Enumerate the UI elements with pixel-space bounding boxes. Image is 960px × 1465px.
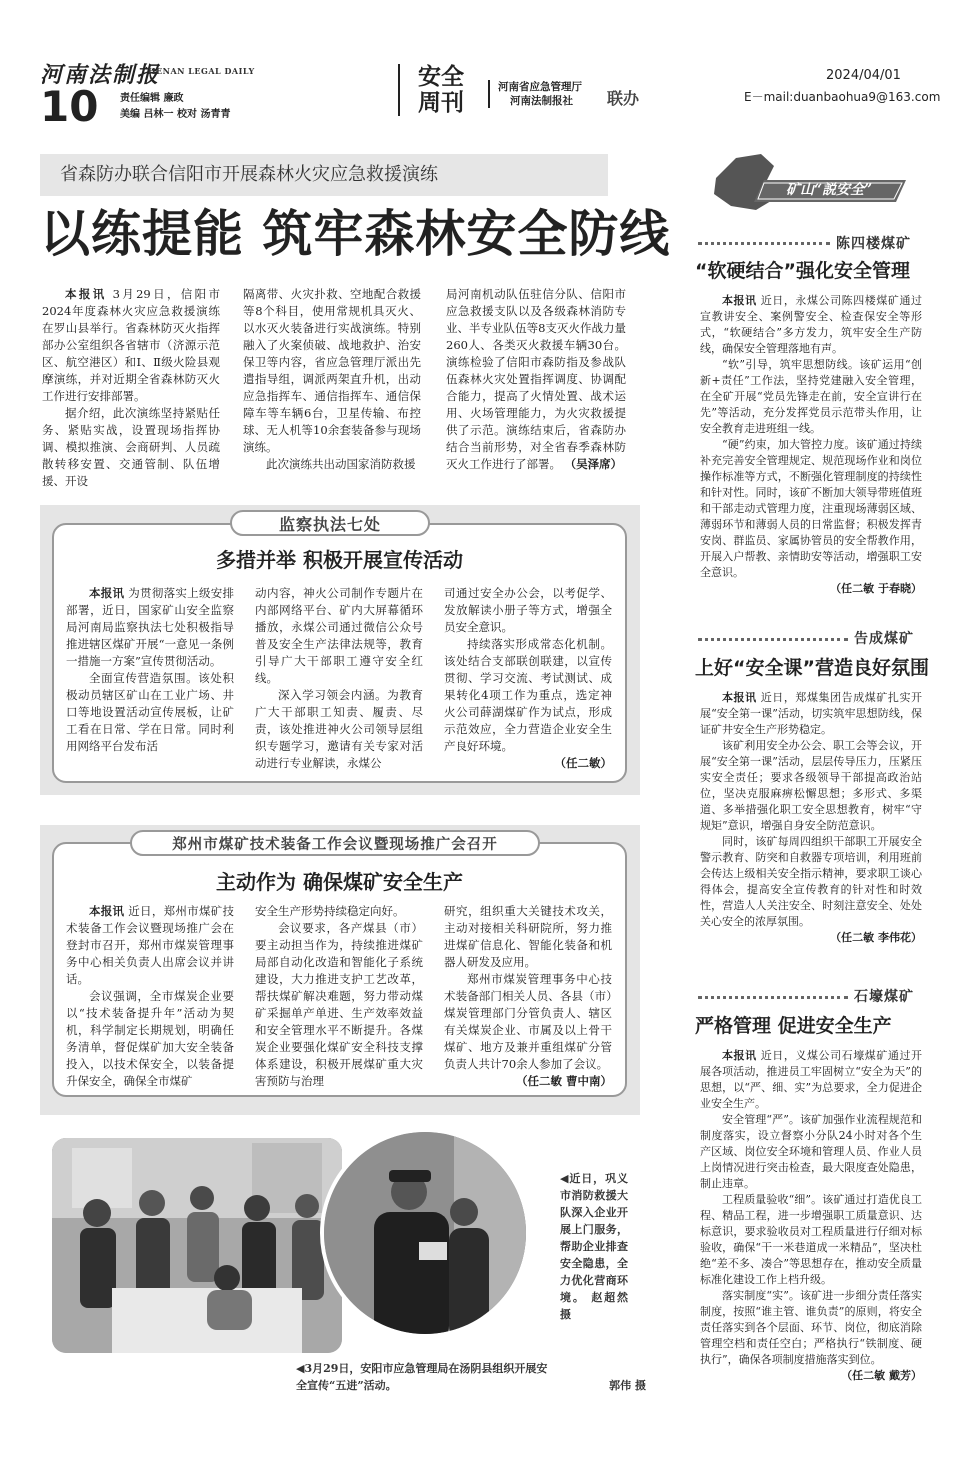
main-col-3-text: 局河南机动队伍驻信分队、信阳市应急救援支队以及各级森林消防专业、半专业队伍等8支灭火作战力量260人、各类灭火救援车辆30台。演练检验了信阳市森防指及参战队伍森林火灾处置指挥调度、协调配合能力，提高了火情处置、战术运用、火场管理能力，为火灾救援提供了示范。演练结束后，省森防办结合当前形势，对全省春季森林防灭火工作进行了部署。 xyxy=(446,287,626,471)
box2-headline: 主动作为 确保煤矿安全生产 xyxy=(216,870,463,894)
main-col-3 xyxy=(446,286,626,473)
a3-p3: 工程质量验收“细”。该矿通过打造优良工程、精品工程，进一步增强职工质量意识、达标意识，要求验收员对工程质量进行仔细对标验收，确保“干一米巷道成一米精品”，坚决杜绝“差不多、凑合”等思想存在，推动安全质量标准化建设工作上档升级。 xyxy=(700,1193,922,1286)
box2-col-2-p2: 会议要求，各产煤县（市）要主动担当作为，持续推进煤矿局部自动化改造和智能化子系统建设，大力推进支护工艺改革，帮扶煤矿解决难题，努力带动煤矿采掘单产单进、生产效率效益和安全管理水平不断提升。各煤炭企业要强化煤矿安全科技支撑体系建设，积极开展煤矿重大灾害预防与治理 xyxy=(255,921,423,1088)
a2-mine-tag: 告成煤矿 xyxy=(854,631,914,647)
photo-anyang-activity xyxy=(52,1138,342,1353)
section-title-line-2: 周刊 xyxy=(418,90,464,116)
box1-col-2-p2: 深入学习领会内涵。为教育广大干部职工知责、履责、尽责，该处推进神火公司领导层组织专题学习，邀请有关专家对活动进行专业解读，永煤公 xyxy=(255,688,423,770)
joint-label: 联办 xyxy=(607,89,640,108)
caption-bottom-line-2: 全宣传“五进”活动。 郭伟 摄 xyxy=(296,1379,646,1392)
box2-col-3 xyxy=(444,903,612,1090)
box1-headline: 多措并举 积极开展宣传活动 xyxy=(216,548,463,572)
a1-byline: 本报讯 xyxy=(722,294,757,307)
box1-col-1-text: 为贯彻落实上级安排部署，近日，国家矿山安全监察局河南局监察执法七处积极指导推进辖区煤矿开展“一意见一条例一措施一方案”宣传贯彻活动。 xyxy=(66,586,235,668)
contact-email[interactable]: E－mail:duanbaohua9@163.com xyxy=(744,90,941,104)
box1-credit: （任二敏） xyxy=(554,756,612,770)
box1-col-1 xyxy=(66,585,234,755)
a2-p2: 该矿利用安全办公会、职工会等会议，开展“安全第一课”活动，层层传导压力，压紧压实安全责任；要求各级领导干部提高政治站位，坚决克服麻痹松懈思想；多形式、多渠道、多举措强化职工安全思想教育，树牢“守规矩”意识，增强自身安全防范意识。 xyxy=(700,739,922,832)
box2-col-3-p2: 郑州市煤炭管理事务中心技术装备部门相关人员、各县（市）煤炭管理部门分管负责人、辖区有关煤炭企业、市属及以上骨干煤矿、地方及兼并重组煤矿分管负责人共计70余人参加了会议。 xyxy=(444,972,612,1071)
a2-headline: 上好“安全课”营造良好氛围 xyxy=(695,657,929,679)
divider-a1 xyxy=(698,242,830,245)
section-title xyxy=(398,64,464,116)
section-title-line-1: 安全 xyxy=(418,64,464,90)
column-title: 矿山“説安全” xyxy=(786,182,873,198)
caption-bottom-credit: 郭伟 摄 xyxy=(609,1379,646,1392)
divider-a2 xyxy=(698,638,848,641)
divider-a3 xyxy=(698,996,848,999)
box2-col-2-text: 安全生产形势持续稳定向好。 xyxy=(255,904,405,918)
a3-p4: 落实制度“实”。该矿进一步细分责任落实制度，按照“谁主管、谁负责”的原则，将安全责任落实到各个层面、环节、岗位，彻底消除管理空档和责任空白；严格执行“铁制度、硬执行”，确保各项制度措施落实到位。 xyxy=(700,1289,922,1366)
caption-bottom-line-1: ◀3月29日，安阳市应急管理局在汤阴县组织开展安 xyxy=(296,1362,548,1375)
box1-kicker: 监察执法七处 xyxy=(230,510,430,536)
a1-p3: “硬”约束，加大管控力度。该矿通过持续补充完善安全管理规定、规范现场作业和岗位操作标准等方式，不断强化管理制度的持续性和针对性。同时，该矿不断加大领导带班值班和干部走动式管理力度，注重现场薄弱区域、薄弱环节和薄弱人员的日常监督；积极发挥青安岗、群监员、家属协管员的安全帮教作用，开展入户帮教、亲情助安等活动，增强职工安全意识。 xyxy=(700,438,922,579)
a2-p3: 同时，该矿每周四组织干部职工开展安全警示教育、防突和自救器专项培训，利用班前会传达上级相关安全指示精神，要求职工谈心得体会，提高安全宣传教育的针对性和时效性，营造人人关注安全、时刻注意安全、处处关心安全的浓厚氛围。 xyxy=(700,835,922,928)
editor-line-1: 责任编辑 廉政 xyxy=(120,93,184,104)
box1-col-2 xyxy=(255,585,423,772)
a3-byline: 本报讯 xyxy=(722,1049,757,1062)
caption-right xyxy=(560,1170,628,1323)
box1-col-2-text: 动内容，神火公司制作专题片在内部网络平台、矿内大屏幕循环播放，永煤公司通过微信公众号普及安全生产法律法规等，教育引导广大干部职工遵守安全红线。 xyxy=(255,586,423,685)
box2-col-1-text: 近日，郑州市煤矿技术装备工作会议暨现场推广会在登封市召开，郑州市煤炭管理事务中心相关负责人出席会议并讲话。 xyxy=(66,904,235,986)
photo-anyang-illustration xyxy=(52,1138,342,1353)
a1-p1: 近日，永煤公司陈四楼煤矿通过宣教讲安全、案例警安全、检查保安全等形式，“软硬结合”多方发力，筑牢安全生产防线，确保安全管理落地有声。 xyxy=(700,294,923,355)
henan-map-banner xyxy=(706,148,916,216)
issue-date: 2024/04/01 xyxy=(826,68,901,83)
caption-right-text: ◀近日，巩义市消防救援大队深入企业开展上门服务，帮助企业排查安全隐患，全力优化营商环境。 xyxy=(560,1172,628,1304)
main-col-1-p2: 据介绍，此次演练坚持紧贴任务、紧贴实战，设置现场指挥协调、模拟推演、会商研判、人员疏散转移安置、交通管制、队伍增援、开设 xyxy=(42,406,220,488)
box1-col-3 xyxy=(444,585,612,772)
main-subtitle: 省森防办联合信阳市开展森林火灾应急救援演练 xyxy=(40,154,608,196)
editor-line-2: 美编 吕林一 校对 汤青青 xyxy=(120,109,231,120)
main-col-2 xyxy=(243,286,421,473)
box1-col-3-text: 司通过安全办公会，以考促学、发放解读小册子等方式，增强全员安全意识。 xyxy=(444,586,612,634)
a2-p1: 近日，郑煤集团告成煤矿扎实开展“安全第一课”活动，切实筑牢思想防线，保证矿井安全生产形势稳定。 xyxy=(700,691,923,736)
main-byline: 本报讯 xyxy=(65,287,107,301)
newspaper-logo-en: HENAN LEGAL DAILY xyxy=(148,66,255,76)
a2-body xyxy=(700,690,922,946)
box2-col-1 xyxy=(66,903,234,1090)
a1-headline: “软硬结合”强化安全管理 xyxy=(695,260,910,282)
main-headline: 以练提能 筑牢森林安全防线 xyxy=(40,205,671,263)
main-col-1 xyxy=(42,286,220,490)
photo-gongyi-illustration xyxy=(324,1132,530,1338)
box1-col-1-p2: 全面宣传营造氛围。该处积极动员辖区矿山在工业广场、井口等地设置活动宣传展板，让矿工看在日常、学在日常。同时利用网络平台发布活 xyxy=(66,671,234,753)
a3-headline: 严格管理 促进安全生产 xyxy=(695,1015,892,1037)
a3-p1: 近日，义煤公司石壕煤矿通过开展各项活动，推进员工牢固树立“安全为天”的思想，以“严、细、实”为总要求，全力促进企业安全生产。 xyxy=(700,1049,923,1110)
main-col-2-p2: 此次演练共出动国家消防救援 xyxy=(266,457,416,471)
editor-credits xyxy=(120,91,230,123)
newspaper-logo: 河南法制报 xyxy=(40,62,161,88)
box2-kicker: 郑州市煤矿技术装备工作会议暨现场推广会召开 xyxy=(130,830,540,856)
main-credit: （吴泽席） xyxy=(564,457,623,471)
box1-byline: 本报讯 xyxy=(89,586,125,600)
a3-mine-tag: 石壕煤矿 xyxy=(854,989,914,1005)
main-col-1-text: 3月29日，信阳市2024年度森林火灾应急救援演练在罗山县举行。省森林防灭火指挥部办公室组织各省辖市（济源示范区、航空港区）和Ⅰ、Ⅱ级火险县观摩演练，并对近期全省森林防灭火工作进行安排部署。 xyxy=(42,287,221,403)
a1-credit: （任二敏 于春晓） xyxy=(830,582,922,595)
box2-col-1-p2: 会议强调，全市煤炭企业要以“技术装备提升年”活动为契机，科学制定长期规划，明确任务清单，督促煤矿加大安全装备投入，以技术保安全，以装备提升保安全，确保全市煤矿 xyxy=(66,989,234,1088)
organizer-2: 河南法制报社 xyxy=(510,95,573,107)
a2-byline: 本报讯 xyxy=(722,691,757,704)
a3-p2: 安全管理“严”。该矿加强作业流程规范和制度落实，设立督察小分队24小时对各个生产区域、岗位安全环境和管理人员、作业人员上岗情况进行突击检查，最大限度查处隐患，制止违章。 xyxy=(700,1113,922,1190)
box2-byline: 本报讯 xyxy=(89,904,125,918)
box1-col-3-p2: 持续落实形成常态化机制。该处结合支部联创联建，以宣传贯彻、学习交流、考试测试、成果转化4项工作为重点，选定神火公司薛湖煤矿作为试点，形成示范效应，全力营造企业安全生产良好环境。 xyxy=(444,637,612,753)
a3-credit: （任二敏 戴芳） xyxy=(841,1369,922,1382)
photo-gongyi-fire xyxy=(320,1128,530,1338)
a2-credit: （任二敏 李伟花） xyxy=(830,931,922,944)
box2-col-3-text: 研究，组织重大关键技术攻关，主动对接相关科研院所，努力推进煤矿信息化、智能化装备和机器人研发及应用。 xyxy=(444,904,612,969)
caption-bottom xyxy=(296,1360,646,1394)
a1-body xyxy=(700,293,922,597)
box2-col-2 xyxy=(255,903,423,1090)
organizer-1: 河南省应急管理厅 xyxy=(498,81,582,93)
main-col-2-text: 隔离带、火灾扑救、空地配合救援等8个科目，使用常规机具灭火、以水灭火装备进行实战演练。特别融入了火案侦破、战地救护、治安保卫等内容，省应急管理厅派出先遣指导组，调派两架直升机，出动应急指挥车、通信指挥车、通信保障车等车辆6台，卫星传输、布控球、无人机等10余套装备参与现场演练。 xyxy=(243,287,421,454)
organizers xyxy=(488,80,582,108)
a1-mine-tag: 陈四楼煤矿 xyxy=(836,236,911,252)
box2-credit: （任二敏 曹中南） xyxy=(515,1074,612,1088)
page-number: 10 xyxy=(40,82,99,131)
caption-right-credit: 赵超然 摄 xyxy=(560,1291,629,1321)
a1-p2: “软”引导，筑牢思想防线。该矿运用“创新+责任”工作法，坚持党建融入安全管理，在全矿开展“党员先锋走在前，安全宣讲行在先”等活动，充分发挥党员示范带头作用，让安全教育走进班组一线。 xyxy=(700,358,922,435)
a3-body xyxy=(700,1048,922,1384)
